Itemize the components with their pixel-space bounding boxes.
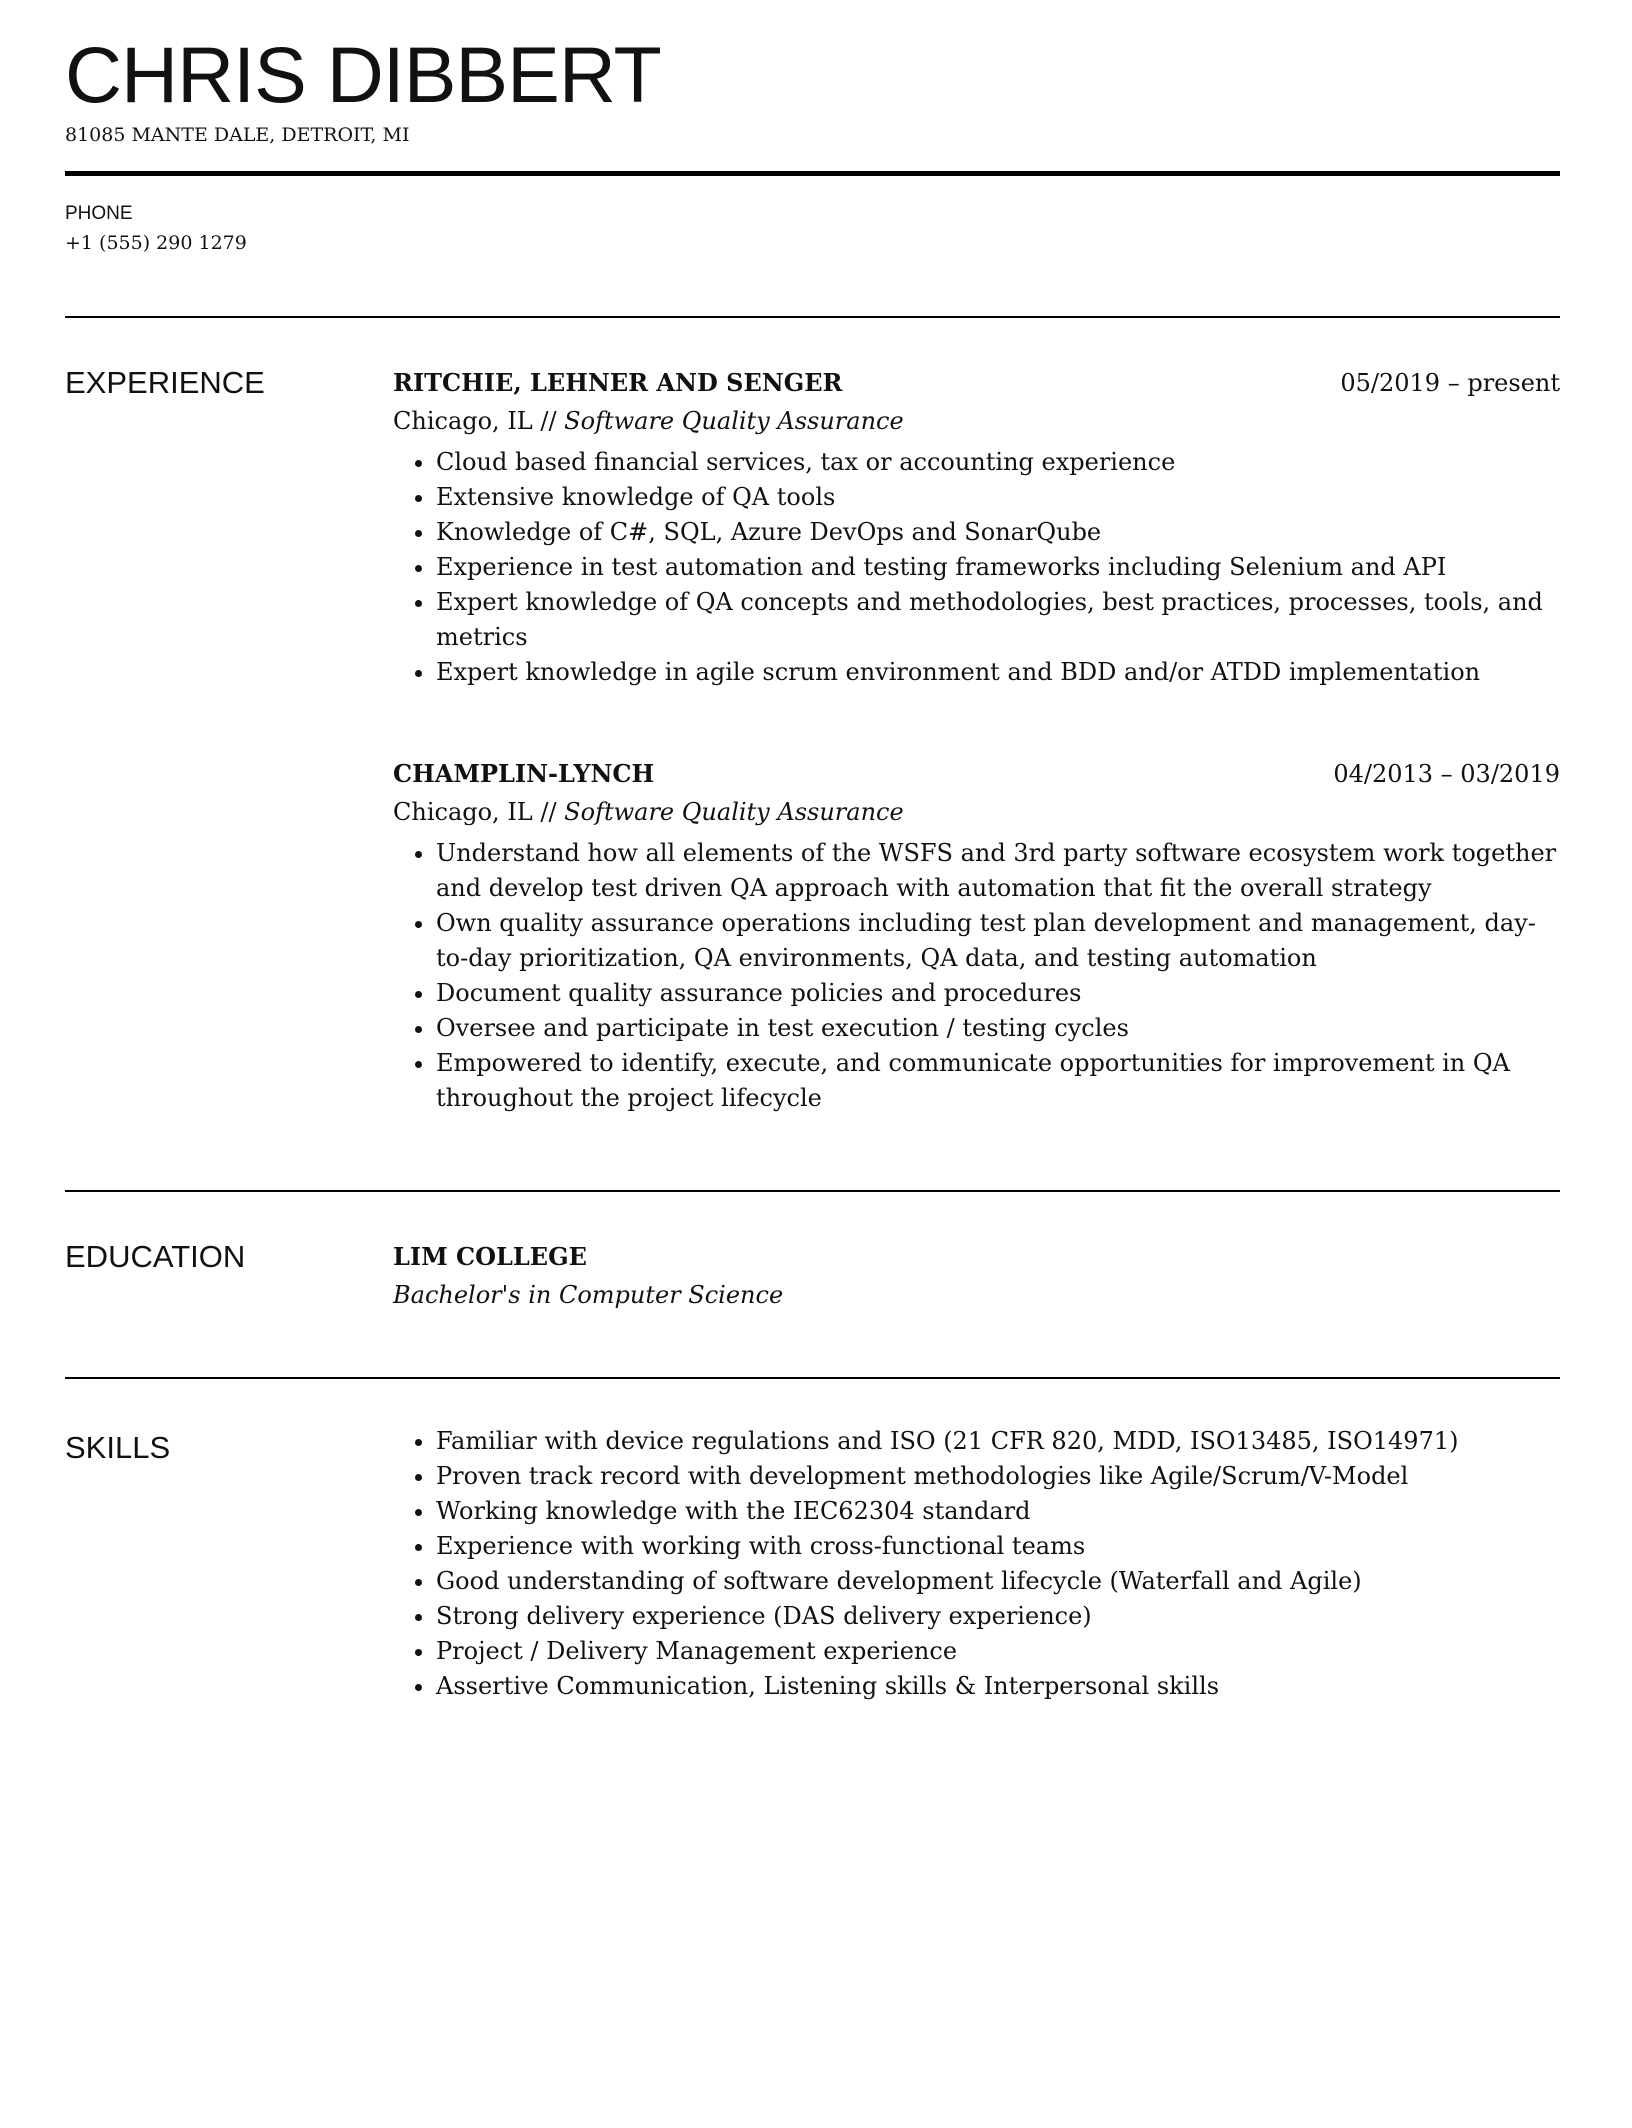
list-item: • Proven track record with development methodologies like Agile/Scrum/V-Model: [436, 1459, 1560, 1494]
list-item: • Empowered to identify, execute, and communicate opportunities for improvement in QA throughout the project lifecycle: [436, 1046, 1560, 1116]
section-label: EXPERIENCE: [65, 365, 265, 400]
job-dates: 05/2019 – present: [1340, 369, 1560, 397]
job-location: Chicago, IL: [393, 798, 533, 826]
job-dates: 04/2013 – 03/2019: [1333, 760, 1560, 788]
degree: Bachelor's in Computer Science: [393, 1281, 784, 1309]
resume-page: [0, 30, 1632, 1704]
skills-section: [65, 1379, 1560, 1704]
skills-list: [393, 1424, 1560, 1704]
list-item: • Experience in test automation and testing frameworks including Selenium and API: [436, 550, 1560, 585]
list-item: • Cloud based financial services, tax or accounting experience: [436, 445, 1560, 480]
job-title: Software Quality Assurance: [564, 798, 904, 826]
list-item: • Strong delivery experience (DAS delivery experience): [436, 1599, 1560, 1634]
list-item: • Own quality assurance operations including test plan development and management, day-to-day prioritization, QA environments, QA data, and testing automation: [436, 906, 1560, 976]
list-item: • Working knowledge with the IEC62304 standard: [436, 1494, 1560, 1529]
job-location: Chicago, IL: [393, 407, 533, 435]
company-name: RITCHIE, LEHNER AND SENGER: [393, 368, 843, 397]
list-item: • Expert knowledge in agile scrum environment and BDD and/or ATDD implementation: [436, 655, 1560, 690]
separator: //: [532, 798, 565, 826]
company-name: CHAMPLIN-LYNCH: [393, 759, 655, 788]
list-item: • Familiar with device regulations and ISO (21 CFR 820, MDD, ISO13485, ISO14971): [436, 1424, 1560, 1459]
job-title: Software Quality Assurance: [564, 407, 904, 435]
education-section: [65, 1192, 1560, 1377]
job-entry: [393, 755, 1560, 1116]
section-label: SKILLS: [65, 1430, 171, 1465]
list-item: • Extensive knowledge of QA tools: [436, 480, 1560, 515]
job-bullets: [393, 836, 1560, 1116]
list-item: • Experience with working with cross-functional teams: [436, 1529, 1560, 1564]
list-item: • Document quality assurance policies and procedures: [436, 976, 1560, 1011]
experience-section: [65, 318, 1560, 1190]
address: 81085 MANTE DALE, DETROIT, MI: [65, 124, 410, 146]
phone-number: +1 (555) 290 1279: [65, 232, 247, 254]
phone-label: PHONE: [65, 203, 133, 224]
header-divider: [65, 171, 1560, 176]
list-item: • Project / Delivery Management experience: [436, 1634, 1560, 1669]
separator: //: [532, 407, 565, 435]
candidate-name: CHRIS DIBBERT: [65, 30, 661, 119]
school-name: LIM COLLEGE: [393, 1242, 587, 1271]
job-entry: [393, 364, 1560, 690]
list-item: • Oversee and participate in test execution / testing cycles: [436, 1011, 1560, 1046]
section-label: EDUCATION: [65, 1239, 246, 1274]
list-item: • Good understanding of software development lifecycle (Waterfall and Agile): [436, 1564, 1560, 1599]
list-item: • Assertive Communication, Listening skills & Interpersonal skills: [436, 1669, 1560, 1704]
list-item: • Expert knowledge of QA concepts and methodologies, best practices, processes, tools, and metrics: [436, 585, 1560, 655]
job-bullets: [393, 445, 1560, 690]
list-item: • Knowledge of C#, SQL, Azure DevOps and SonarQube: [436, 515, 1560, 550]
list-item: • Understand how all elements of the WSFS and 3rd party software ecosystem work together and develop test driven QA approach with automation that fit the overall strategy: [436, 836, 1560, 906]
